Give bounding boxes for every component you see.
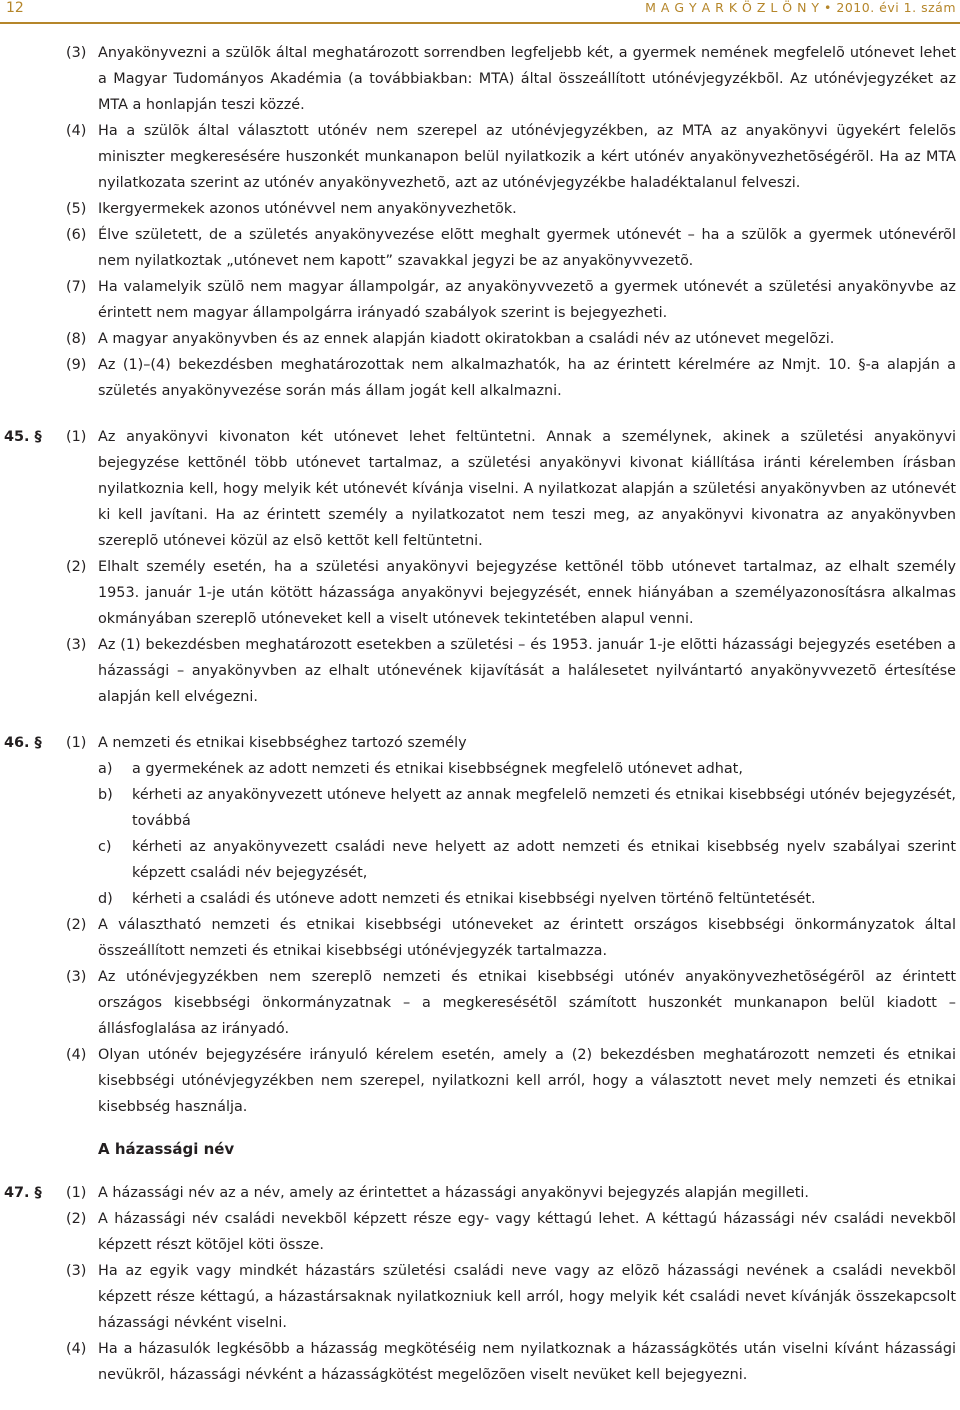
paragraph-text: Az (1)–(4) bekezdésben meghatározottak nem alkalmazhatók, ha az érintett kérelmére az Nmjt. 10. §-a alapján a születés anyakönyvezése során más állam jogát kell alkalmazni. xyxy=(98,357,956,399)
s45-paragraph-3 xyxy=(0,632,960,710)
s44-paragraph-5 xyxy=(0,196,960,222)
paragraph-number: (5) xyxy=(66,201,87,217)
s44-paragraph-3 xyxy=(0,40,960,118)
paragraph-number: (9) xyxy=(66,357,87,373)
header-rule xyxy=(0,22,960,24)
item-letter: c) xyxy=(98,839,112,855)
s47-paragraph-1 xyxy=(0,1180,960,1206)
item-letter: b) xyxy=(98,787,113,803)
s47-paragraph-3 xyxy=(0,1258,960,1336)
item-text: a gyermekének az adott nemzeti és etnikai kisebbségnek megfelelõ utónevet adhat, xyxy=(132,761,743,777)
paragraph-text: Élve született, de a születés anyakönyvezése elõtt meghalt gyermek utónevét – ha a szülõk a gyermek utónevérõl nem nyilatkoztak „utónevet nem kapott” szavakkal jegyzi be az anyakönyvvezetõ. xyxy=(98,227,956,269)
s46-paragraph-3 xyxy=(0,964,960,1042)
s46-item-c xyxy=(0,834,960,886)
paragraph-text: A házassági név az a név, amely az érintettet a házassági anyakönyvi bejegyzés alapján megilleti. xyxy=(98,1185,809,1201)
s46-item-b xyxy=(0,782,960,834)
paragraph-text: Ikergyermekek azonos utónévvel nem anyakönyvezhetõk. xyxy=(98,201,517,217)
paragraph-number: (3) xyxy=(66,637,87,653)
paragraph-number: (1) xyxy=(66,1185,87,1201)
s47-paragraph-4 xyxy=(0,1336,960,1388)
paragraph-number: (3) xyxy=(66,969,87,985)
s45-paragraph-2 xyxy=(0,554,960,632)
item-letter: a) xyxy=(98,761,113,777)
paragraph-text: Olyan utónév bejegyzésére irányuló kérelem esetén, amely a (2) bekezdésben meghatározott nemzeti és etnikai kisebbségi utónévjegyzékben nem szerepel, nyilatkozni kell arról, hogy a választott nevet mely nemzeti és etnikai kisebbség használja. xyxy=(98,1047,956,1115)
paragraph-text: A magyar anyakönyvben és az ennek alapján kiadott okiratokban a családi név az utónevet megelõzi. xyxy=(98,331,835,347)
paragraph-text: Anyakönyvezni a szülõk által meghatározott sorrendben legfeljebb két, a gyermek nemének megfelelõ utónevet lehet a Magyar Tudományos Akadémia (a továbbiakban: MTA) által összeállított utónévjegyzékbõl. Az utónévjegyzéket az MTA a honlapján teszi közzé. xyxy=(98,45,956,113)
paragraph-number: (4) xyxy=(66,1341,87,1357)
journal-title: M A G Y A R K Ö Z L Ö N Y • 2010. évi 1. szám xyxy=(645,0,956,15)
paragraph-text: Ha valamelyik szülõ nem magyar állampolgár, az anyakönyvvezetõ a gyermek utónevét a születési anyakönyvbe az érintett nem magyar állampolgárra irányadó szabályok szerint is bejegyezheti. xyxy=(98,279,956,321)
paragraph-text: Az anyakönyvi kivonaton két utónevet lehet feltüntetni. Annak a személynek, akinek a születési anyakönyvi bejegyzése kettõnél több utónevet tartalmaz, a születési anyakönyvi kivonat kiállítása iránti kérelemben írásban nyilatkoznia kell, hogy melyik két utónevét kívánja viselni. A nyilatkozat alapján a születési anyakönyvben az utónevét ki kell javítani. Ha az érintett személy a nyilatkozatot nem teszi meg, az anyakönyvi kivonatra az anyakönyvben szereplõ utónevei közül az elsõ kettõt kell feltüntetni. xyxy=(98,429,956,549)
paragraph-number: (3) xyxy=(66,45,87,61)
section-number: 46. § xyxy=(4,735,42,751)
item-text: kérheti az anyakönyvezett utóneve helyett az annak megfelelõ nemzeti és etnikai kisebbségi utónév bejegyzését, továbbá xyxy=(132,787,956,829)
paragraph-text: Elhalt személy esetén, ha a születési anyakönyvi bejegyzése kettõnél több utónevet tartalmaz, az elhalt személy 1953. január 1-je után kötött házassága anyakönyvi bejegyzését, ennek hiányában a személyazonosításra alkalmas okmányában szereplõ utóneveket kell a viselt utónevek tekintetében alapul venni. xyxy=(98,559,956,627)
document-body xyxy=(0,40,960,1388)
s46-paragraph-1 xyxy=(0,730,960,756)
s44-paragraph-6 xyxy=(0,222,960,274)
item-letter: d) xyxy=(98,891,113,907)
paragraph-number: (2) xyxy=(66,1211,87,1227)
paragraph-number: (1) xyxy=(66,429,87,445)
s47-paragraph-2 xyxy=(0,1206,960,1258)
paragraph-number: (4) xyxy=(66,123,87,139)
page-header xyxy=(0,0,960,22)
paragraph-number: (6) xyxy=(66,227,87,243)
section-heading: A házassági név xyxy=(98,1140,235,1158)
s44-paragraph-9 xyxy=(0,352,960,404)
paragraph-number: (2) xyxy=(66,559,87,575)
s45-paragraph-1 xyxy=(0,424,960,554)
paragraph-text: A házassági név családi nevekbõl képzett része egy- vagy kéttagú lehet. A kéttagú házassági név családi nevekbõl képzett részt kötõjel köti össze. xyxy=(98,1211,956,1253)
paragraph-text: A nemzeti és etnikai kisebbséghez tartozó személy xyxy=(98,735,467,751)
item-text: kérheti az anyakönyvezett családi neve helyett az adott nemzeti és etnikai kisebbség nyelv szabályai szerint képzett családi név bejegyzését, xyxy=(132,839,956,881)
paragraph-number: (1) xyxy=(66,735,87,751)
s44-paragraph-4 xyxy=(0,118,960,196)
s46-item-a xyxy=(0,756,960,782)
paragraph-text: A választható nemzeti és etnikai kisebbségi utóneveket az érintett országos kisebbségi önkormányzatok által összeállított nemzeti és etnikai kisebbségi utónévjegyzék tartalmazza. xyxy=(98,917,956,959)
paragraph-number: (4) xyxy=(66,1047,87,1063)
s44-paragraph-7 xyxy=(0,274,960,326)
paragraph-text: Az (1) bekezdésben meghatározott esetekben a születési – és 1953. január 1-je elõtti házassági bejegyzés esetében a házassági – anyakönyvben az elhalt utónevének kijavítását a halálesetet nyilvántartó anyakönyvvezetõ értesítése alapján kell elvégezni. xyxy=(98,637,956,705)
paragraph-text: Az utónévjegyzékben nem szereplõ nemzeti és etnikai kisebbségi utónév anyakönyvezhetõségérõl az érintett országos kisebbségi önkormányzatnak – a megkeresésétõl számított huszonkét munkanapon belül kiadott – állásfoglalása az irányadó. xyxy=(98,969,956,1037)
paragraph-text: Ha a házasulók legkésõbb a házasság megkötéséig nem nyilatkoznak a házasságkötés után viselni kívánt házassági nevükrõl, házassági névként a házasságkötést megelõzõen viselt nevüket kell bejegyezni. xyxy=(98,1341,956,1383)
s46-paragraph-2 xyxy=(0,912,960,964)
page-number: 12 xyxy=(6,0,24,16)
paragraph-number: (3) xyxy=(66,1263,87,1279)
s46-item-d xyxy=(0,886,960,912)
s46-paragraph-4 xyxy=(0,1042,960,1120)
paragraph-number: (7) xyxy=(66,279,87,295)
paragraph-number: (8) xyxy=(66,331,87,347)
paragraph-number: (2) xyxy=(66,917,87,933)
paragraph-text: Ha az egyik vagy mindkét házastárs születési családi neve vagy az elõzõ házassági nevének a családi nevekbõl képzett része kéttagú, a házastársaknak nyilatkozniuk kell arról, hogy melyik két családi nevet kívánják összekapcsolt házassági névként viselni. xyxy=(98,1263,956,1331)
paragraph-text: Ha a szülõk által választott utónév nem szerepel az utónévjegyzékben, az MTA az anyakönyvi ügyekért felelõs miniszter megkeresésére huszonkét munkanapon belül nyilatkozik a kért utónév anyakönyvezhetõségérõl. Ha az MTA nyilatkozata szerint az utónév anyakönyvezhetõ, azt az utónévjegyzékbe haladéktalanul felveszi. xyxy=(98,123,956,191)
section-number: 45. § xyxy=(4,429,42,445)
item-text: kérheti a családi és utóneve adott nemzeti és etnikai kisebbségi nyelven történõ feltüntetését. xyxy=(132,891,816,907)
section-number: 47. § xyxy=(4,1185,42,1201)
s44-paragraph-8 xyxy=(0,326,960,352)
